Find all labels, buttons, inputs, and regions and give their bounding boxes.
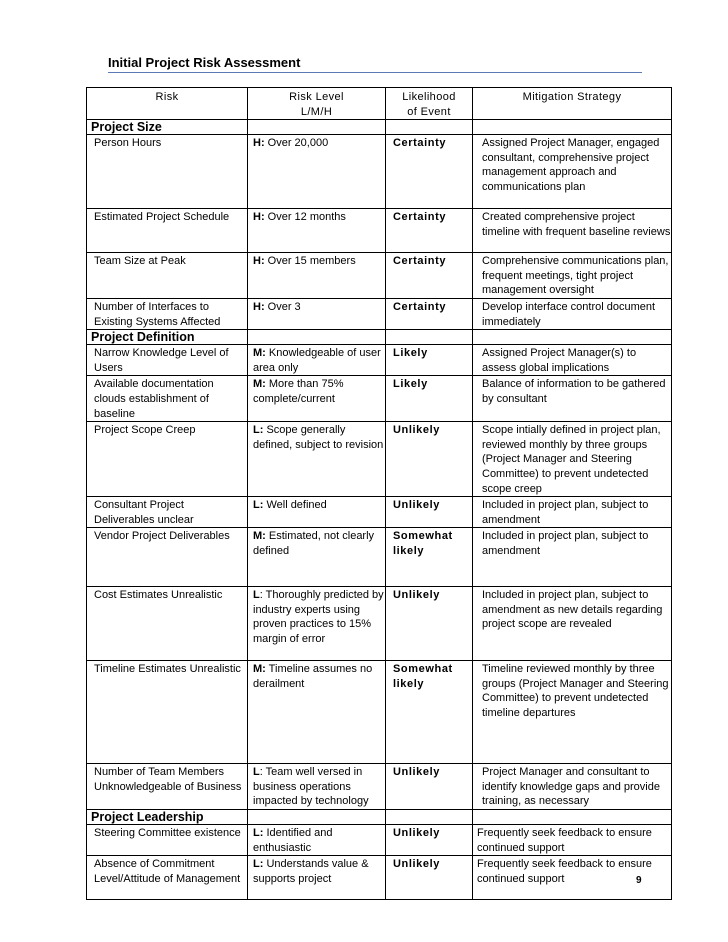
header-mitigation: Mitigation Strategy [473,88,672,120]
table-row [87,209,672,253]
risk-cell: Consultant Project Deliverables unclear [87,497,248,528]
risk-level-description: : Team well versed in business operations impacted by technology [253,766,369,808]
risk-level-cell [248,209,386,253]
risk-level-cell [248,661,386,764]
title-underline [108,72,642,73]
section-heading: Project Size [87,120,248,135]
risk-level-cell [248,298,386,329]
risk-level-description: Over 3 [264,300,301,313]
table-row [87,528,672,587]
risk-cell: Number of Team Members Unknowledgeable of Business [87,764,248,810]
risk-level-code: L [253,589,260,602]
risk-level-description: Timeline assumes no derailment [253,663,376,690]
risk-cell: Timeline Estimates Unrealistic [87,661,248,764]
likelihood-cell: Unlikely [386,856,473,900]
risk-level-description: Over 20,000 [264,137,329,150]
likelihood-cell: Unlikely [386,422,473,497]
risk-level-description: Over 15 members [264,255,356,268]
risk-level-cell [248,497,386,528]
risk-cell: Number of Interfaces to Existing Systems Affected [87,298,248,329]
section-empty-cell [386,330,473,345]
likelihood-cell: Unlikely [386,825,473,856]
risk-level-description: Well defined [263,499,327,512]
likelihood-cell: Certainty [386,209,473,253]
risk-level-code: M: [253,530,266,543]
mitigation-cell: Frequently seek feedback to ensure continued support [473,856,672,900]
table-row [87,376,672,422]
risk-cell: Vendor Project Deliverables [87,528,248,587]
table-row [87,345,672,376]
risk-level-code: M: [253,663,266,676]
risk-cell: Available documentation clouds establishment of baseline [87,376,248,422]
risk-level-cell [248,856,386,900]
likelihood-cell: Somewhat likely [386,661,473,764]
header-likelihood-line1: Likelihood [402,91,456,103]
section-empty-cell [386,120,473,135]
table-row [87,587,672,661]
mitigation-cell: Develop interface control document immediately [473,298,672,329]
header-risk: Risk [87,88,248,120]
table-row [87,253,672,299]
section-empty-cell [248,120,386,135]
header-risk-level-line2: L/M/H [300,105,333,118]
risk-level-code: H: [253,255,265,268]
risk-cell: Absence of Commitment Level/Attitude of Management [87,856,248,900]
section-heading: Project Definition [87,330,248,345]
risk-level-code: L: [253,827,264,840]
page-title: Initial Project Risk Assessment [108,55,301,70]
risk-level-code: M: [253,378,266,391]
table-row [87,856,672,900]
section-empty-cell [248,330,386,345]
section-empty-cell [473,810,672,825]
risk-cell: Project Scope Creep [87,422,248,497]
likelihood-cell: Likely [386,376,473,422]
risk-level-code: L: [253,858,264,871]
likelihood-cell: Somewhat likely [386,528,473,587]
table-row [87,825,672,856]
section-empty-cell [473,330,672,345]
risk-cell: Cost Estimates Unrealistic [87,587,248,661]
section-heading: Project Leadership [87,810,248,825]
risk-level-cell [248,345,386,376]
risk-level-description: Estimated, not clearly defined [253,530,378,557]
risk-level-description: Understands value & supports project [253,858,372,885]
mitigation-cell: Comprehensive communications plan, frequent meetings, tight project management oversight [473,253,672,299]
likelihood-cell: Certainty [386,253,473,299]
likelihood-cell: Certainty [386,298,473,329]
likelihood-cell: Unlikely [386,587,473,661]
risk-cell: Team Size at Peak [87,253,248,299]
mitigation-cell: Assigned Project Manager(s) to assess global implications [473,345,672,376]
header-risk-level [248,88,386,120]
table-row [87,497,672,528]
risk-cell: Estimated Project Schedule [87,209,248,253]
table-header-row [87,88,672,120]
risk-level-cell [248,253,386,299]
section-empty-cell [248,810,386,825]
mitigation-cell: Included in project plan, subject to amendment [473,528,672,587]
likelihood-cell: Likely [386,345,473,376]
risk-level-cell [248,825,386,856]
table-row [87,135,672,209]
header-likelihood-line2: of Event [407,105,451,118]
risk-level-code: L: [253,424,264,437]
mitigation-cell: Included in project plan, subject to amendment as new details regarding project scope are revealed [473,587,672,661]
mitigation-cell: Included in project plan, subject to amendment [473,497,672,528]
risk-level-cell [248,587,386,661]
mitigation-cell: Timeline reviewed monthly by three groups (Project Manager and Steering Committee) to prevent undetected timeline departures [473,661,672,764]
likelihood-cell: Unlikely [386,764,473,810]
section-row [87,120,672,135]
risk-cell: Person Hours [87,135,248,209]
mitigation-cell: Scope intially defined in project plan, reviewed monthly by three groups (Project Manager and Steering Committee) to prevent undetected scope creep [473,422,672,497]
risk-assessment-table [86,87,672,900]
table-row [87,298,672,329]
risk-level-description: : Thoroughly predicted by industry experts using proven practices to 15% margin of error [253,589,387,646]
table-row [87,422,672,497]
likelihood-cell: Certainty [386,135,473,209]
risk-cell: Steering Committee existence [87,825,248,856]
section-empty-cell [473,120,672,135]
risk-level-description: Scope generally defined, subject to revision [253,424,384,451]
header-risk-level-line1: Risk Level [289,91,344,103]
table-row [87,661,672,764]
risk-level-code: L [253,766,260,779]
mitigation-cell: Created comprehensive project timeline with frequent baseline reviews [473,209,672,253]
risk-level-description: Knowledgeable of user area only [253,347,384,374]
risk-level-cell [248,528,386,587]
page-number: 9 [636,875,642,886]
section-row [87,810,672,825]
risk-level-description: Over 12 months [264,211,346,224]
mitigation-cell: Balance of information to be gathered by consultant [473,376,672,422]
risk-level-cell [248,422,386,497]
likelihood-cell: Unlikely [386,497,473,528]
header-likelihood [386,88,473,120]
risk-level-code: H: [253,300,265,313]
risk-level-code: H: [253,211,265,224]
risk-cell: Narrow Knowledge Level of Users [87,345,248,376]
section-empty-cell [386,810,473,825]
mitigation-cell: Project Manager and consultant to identify knowledge gaps and provide training, as necessary [473,764,672,810]
mitigation-cell: Assigned Project Manager, engaged consultant, comprehensive project management approach and communications plan [473,135,672,209]
risk-level-cell [248,764,386,810]
table-row [87,764,672,810]
section-row [87,330,672,345]
risk-level-code: M: [253,347,266,360]
risk-level-description: Identified and enthusiastic [253,827,336,854]
risk-level-description: More than 75% complete/current [253,378,347,405]
risk-level-cell [248,376,386,422]
risk-level-code: H: [253,137,265,150]
risk-level-code: L: [253,499,264,512]
mitigation-cell: Frequently seek feedback to ensure continued support [473,825,672,856]
risk-level-cell [248,135,386,209]
